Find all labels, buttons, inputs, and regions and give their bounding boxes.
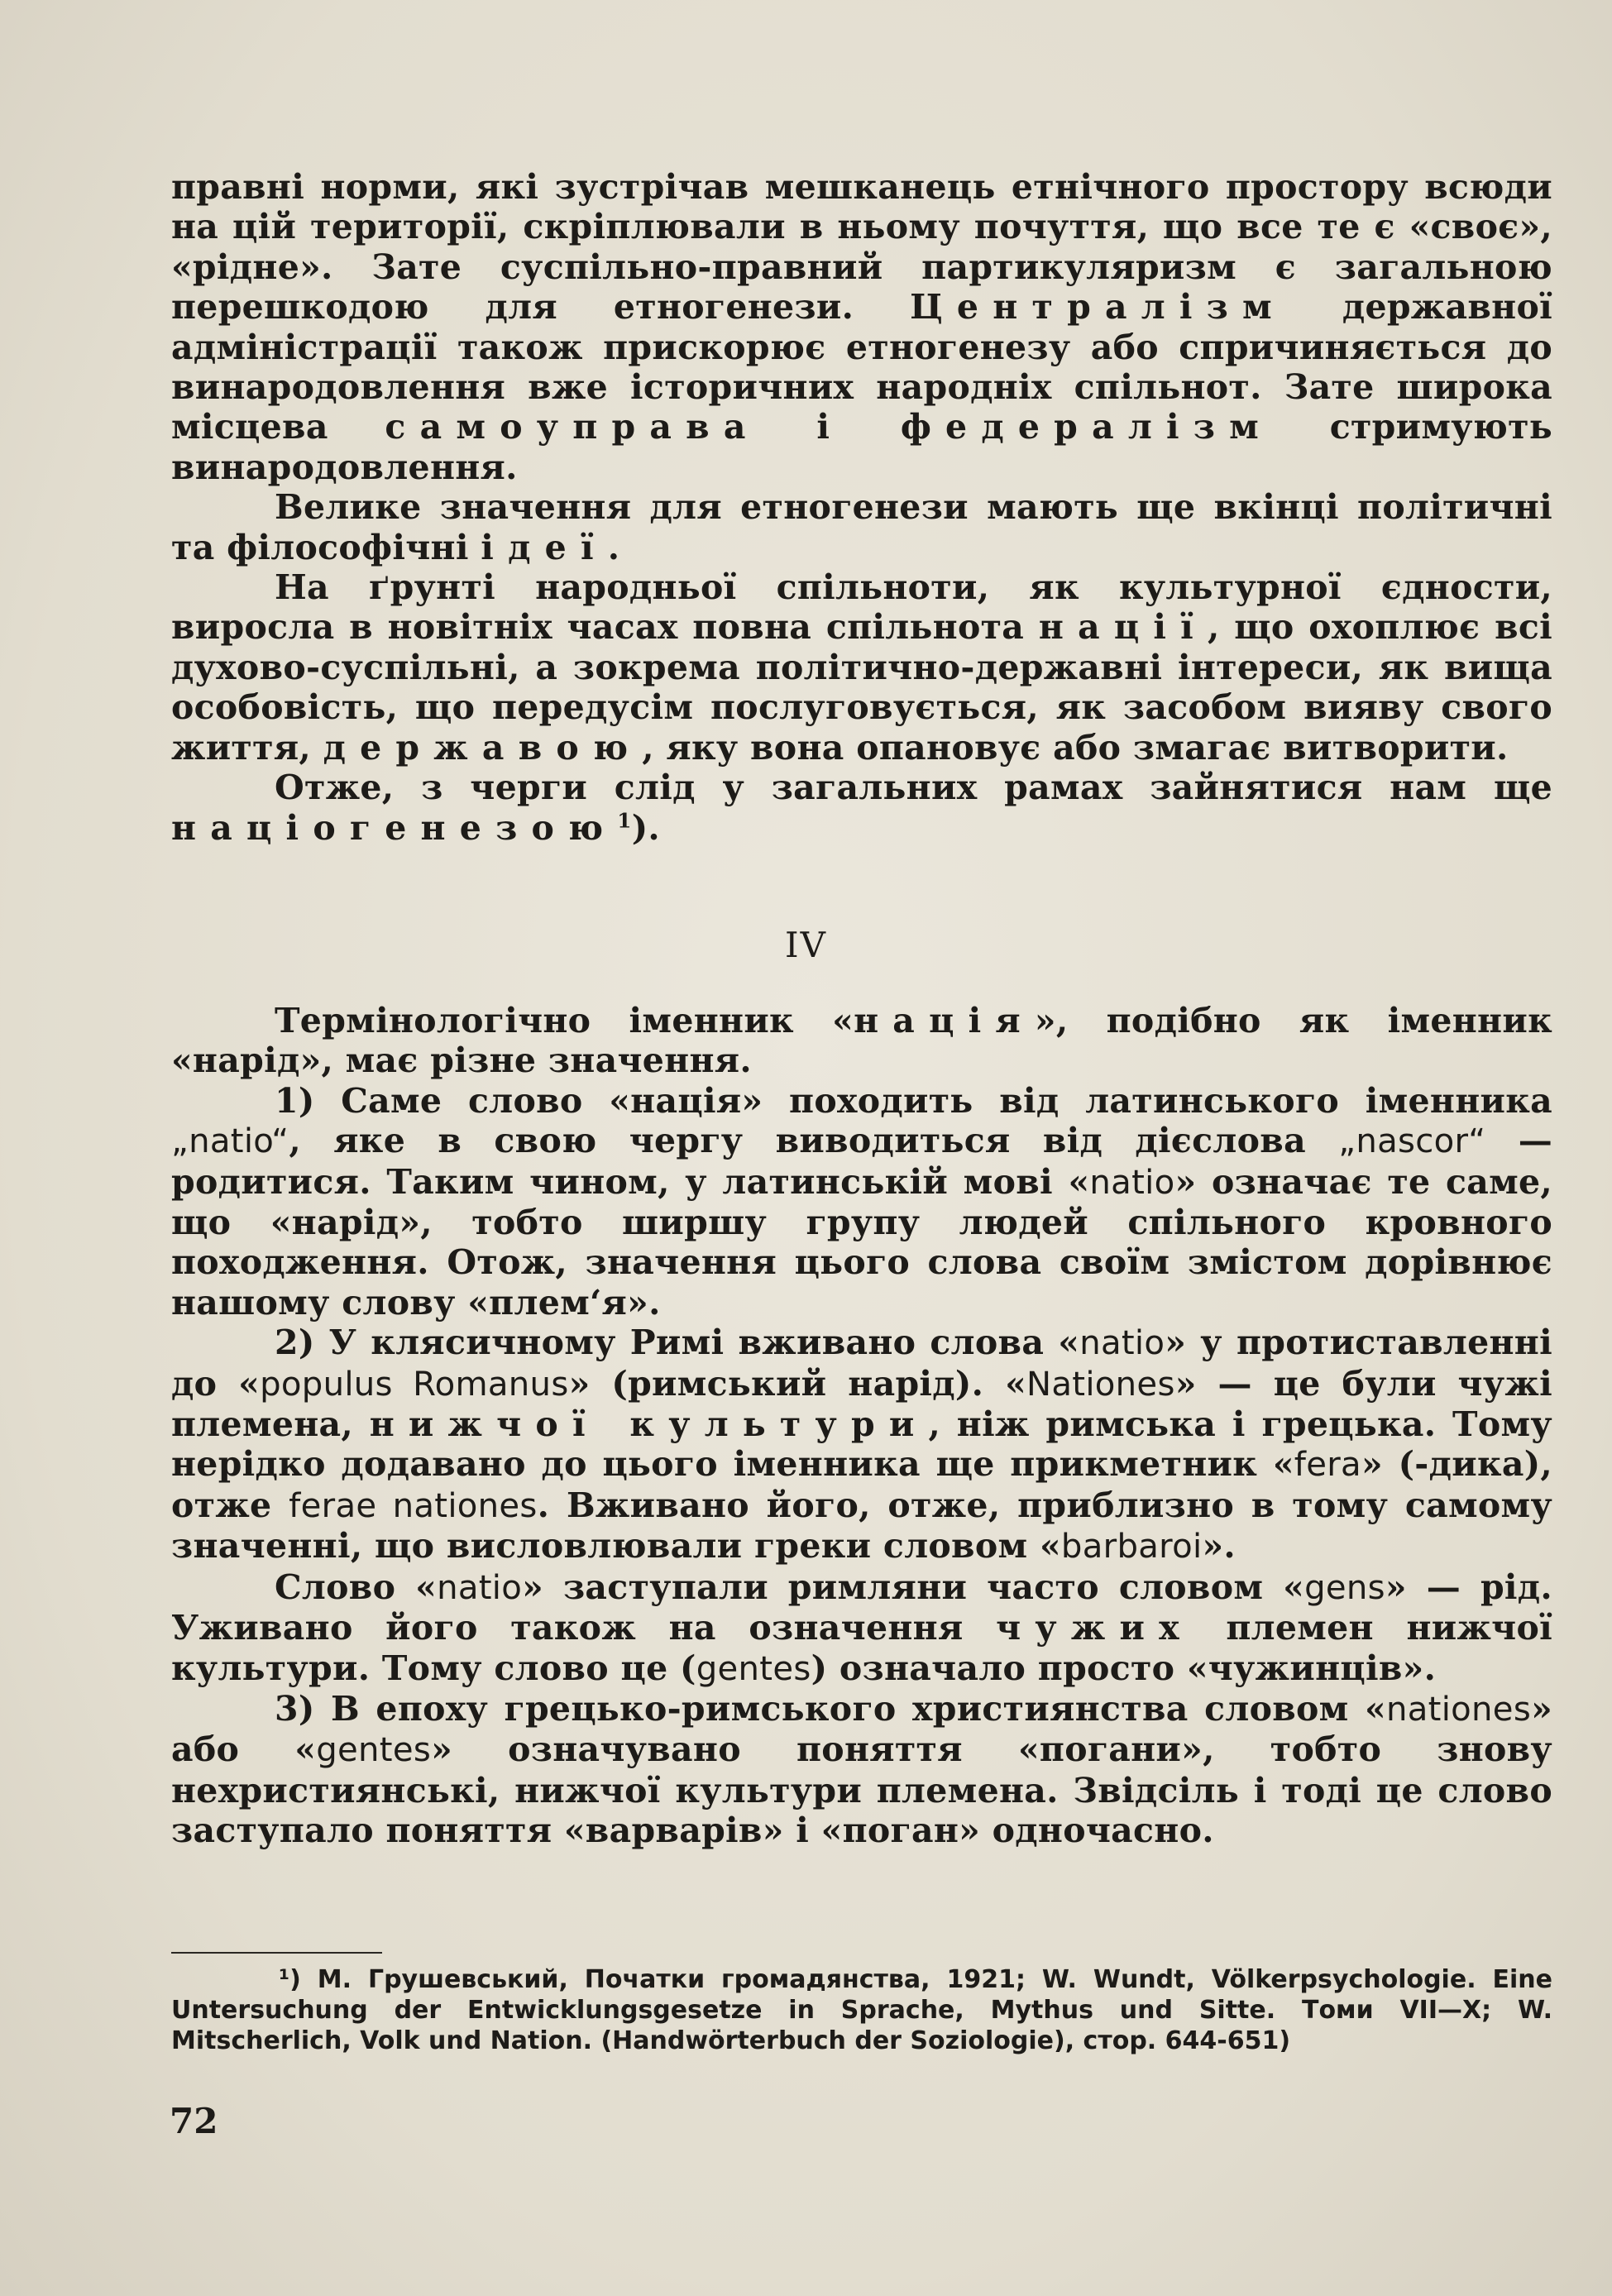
paragraph: 1) Саме слово «нація» походить від латинського іменника „natio“, яке в свою чергу виводиться від дієслова „nascor“ — родитися. Таким чином, у латинській мові «natio» означає те саме, що «нарід», тобто ширшу групу людей спільного кровного походження. Отож, значення цього слова своїм змістом дорівнює нашому слову «плем‘я». bbox=[171, 1080, 1553, 1323]
paragraph: правні норми, які зустрічав мешканець етнічного простору всюди на цій території, скріплювали в ньому почуття, що все те є «своє», «рідне». Зате суспільно-правний партикуляризм є загальною перешкодою для етногенези. Централізм державної адміністрації також прискорює етногенезу або спричиняється до винародовлення вже історичних народніх спільнот. Зате широка місцева самоуправа і федералізм стримують винародовлення. bbox=[171, 167, 1552, 487]
footnote-marker: 1 bbox=[617, 807, 632, 832]
paragraph: Термінологічно іменник «нація», подібно як іменник «нарід», має різне значення. bbox=[171, 1001, 1552, 1081]
spaced-term: ідеї bbox=[481, 527, 608, 567]
spaced-term: нижчої культури bbox=[369, 1404, 929, 1445]
paragraph: Отже, з черги слід у загальних рамах зайнятися нам ще націогенезою$^1$). bbox=[171, 768, 1552, 848]
spaced-term: чужих bbox=[996, 1608, 1193, 1648]
footnote: ¹) М. Грушевський, Початки громадянства, 1921; W. Wundt, Völkerpsychologie. Eine Untersuchung der Entwicklungsgesetze in Sprache, Mythus und Sitte. Томи VII—X; W. Mitscherlich, Volk und Nation. (Handwörterbuch der Soziologie), стор. 644-651) bbox=[171, 1965, 1552, 2055]
body-text-bottom bbox=[171, 1001, 1552, 1851]
spaced-term: державою bbox=[323, 727, 643, 768]
body-text-top bbox=[171, 167, 1552, 848]
page-number: 72 bbox=[170, 2101, 218, 2141]
paragraph: На ґрунті народньої спільноти, як культурної єдности, виросла в новітніх часах повна спільнота нації, що охоплює всі духово-суспільні, а зокрема політично-державні інтереси, як вища особовість, що передусім послуговується, як засобом вияву свого життя, державою, яку вона опановує або змагає витворити. bbox=[171, 567, 1552, 768]
footnote-divider bbox=[171, 1952, 382, 1954]
paragraph: Слово «natio» заступали римляни часто словом «gens» — рід. Уживано його також на означення чужих племен нижчої культури. Тому слово це (gentes) означало просто «чужинців». bbox=[171, 1567, 1553, 1688]
spaced-term: нації bbox=[1038, 607, 1208, 648]
spaced-term: нація bbox=[854, 1001, 1035, 1040]
section-heading: IV bbox=[785, 925, 827, 965]
spaced-term: Централізм bbox=[910, 287, 1286, 328]
paragraph: 3) В епоху грецько-римського християнства словом «nationes» або «gentes» означувано поняття «погани», тобто знову нехристиянські, нижчої культури племена. Звідсіль і тоді це слово заступало поняття «варварів» і «поган» одночасно. bbox=[171, 1688, 1552, 1851]
spaced-term: федералізм bbox=[900, 407, 1273, 447]
spaced-term: націогенезою bbox=[171, 807, 618, 848]
paragraph: 2) У клясичному Римі вживано слова «natio» у протиставленні до «populus Romanus» (римський нарід). «Nationes» — це були чужі племена, нижчої культури, ніж римська і грецька. Тому нерідко додавано до цього іменника ще прикметник «fera» (-дика), отже ferae nationes. Вживано його, отже, приблизно в тому самому значенні, що висловлювали греки словом «barbaroi». bbox=[171, 1323, 1552, 1567]
paragraph: Велике значення для етногенези мають ще вкінці політичні та філософічні ідеї. bbox=[171, 487, 1552, 567]
spaced-term: самоуправа bbox=[385, 407, 760, 447]
